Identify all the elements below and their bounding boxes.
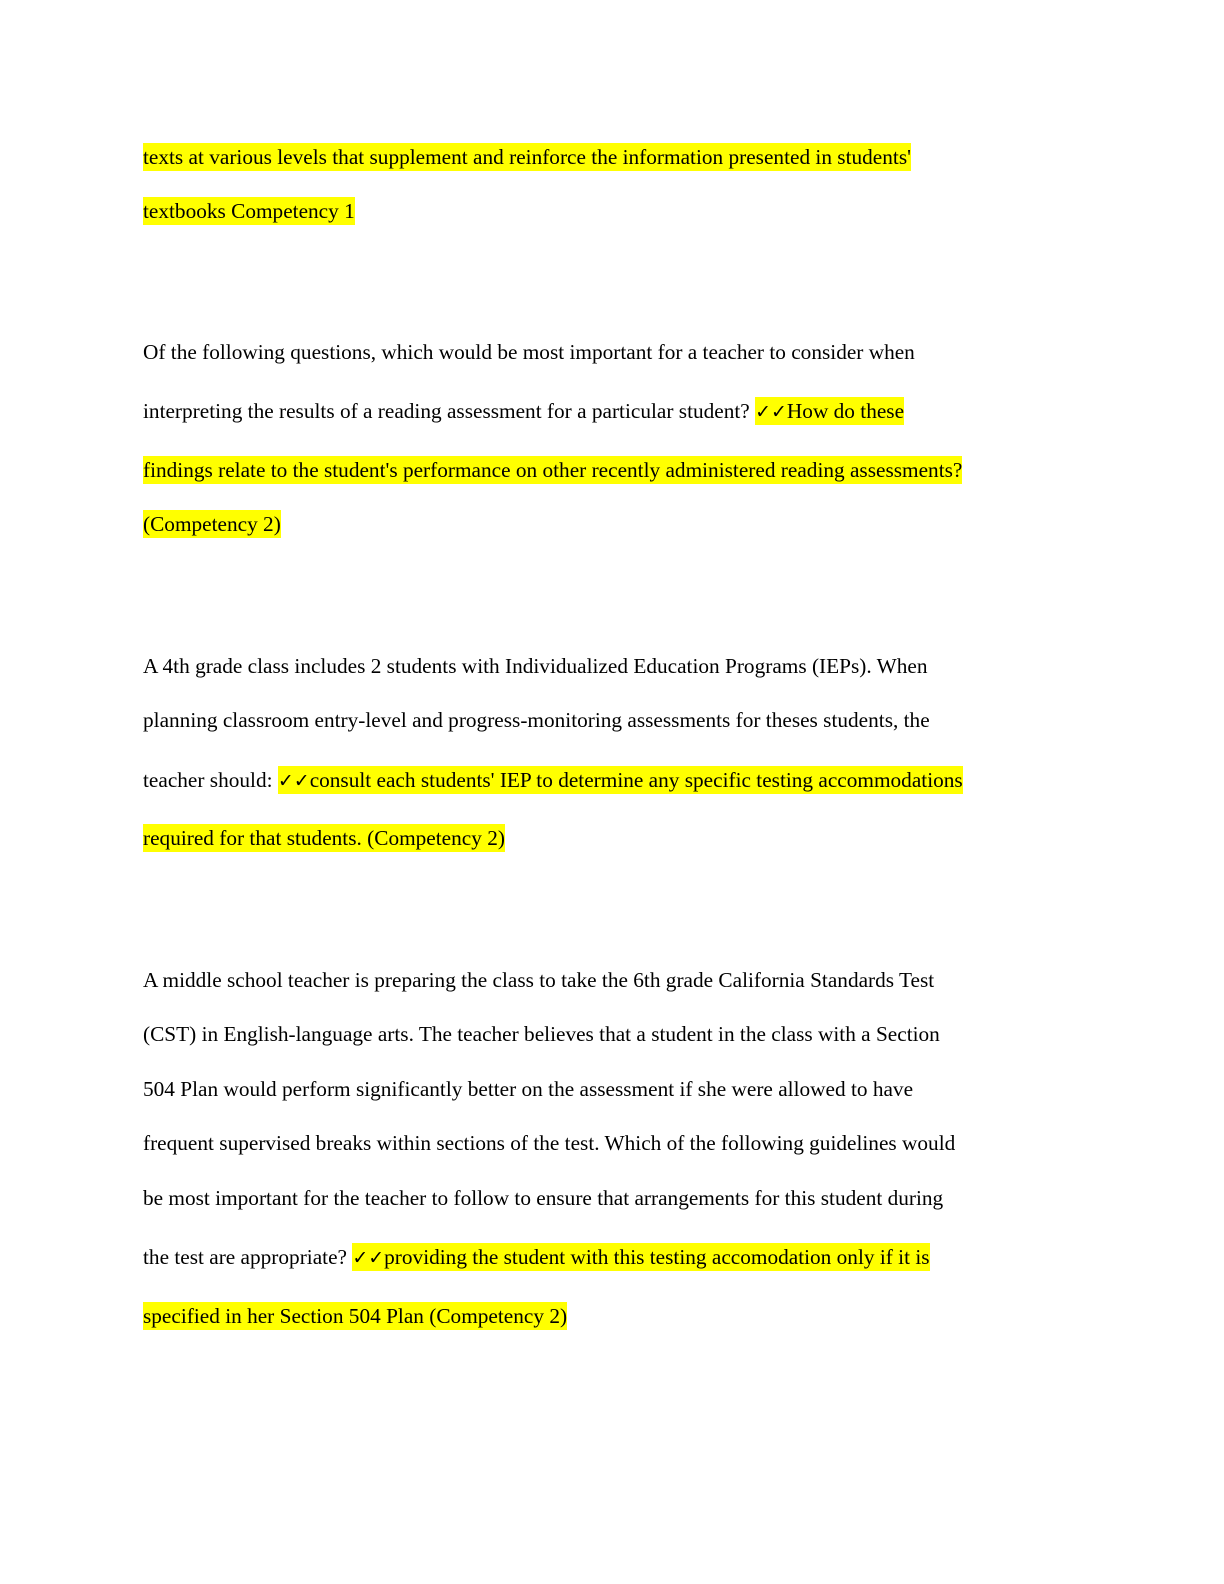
- question-line: [143, 1128, 955, 1158]
- answer-line: [143, 142, 911, 172]
- answer-line: [143, 823, 505, 853]
- question-text: frequent supervised breaks within sections of the test. Which of the following guidelines would: [143, 1131, 956, 1155]
- answer-highlight: textbooks Competency 1: [143, 199, 355, 223]
- question-line: [143, 765, 963, 796]
- answer-highlight: specified in her Section 504 Plan (Competency 2): [143, 1304, 568, 1328]
- question-text: teacher should:: [143, 768, 278, 792]
- question-line: [143, 1074, 913, 1104]
- double-check-icon: ✓✓: [755, 401, 787, 423]
- question-text: (CST) in English-language arts. The teacher believes that a student in the class with a Section: [143, 1022, 940, 1046]
- question-text: interpreting the results of a reading assessment for a particular student?: [143, 399, 756, 423]
- question-line: [143, 1183, 943, 1213]
- answer-highlight: texts at various levels that supplement and reinforce the information presented in students': [143, 145, 911, 169]
- question-line: [143, 705, 930, 735]
- answer-highlight: (Competency 2): [143, 512, 281, 536]
- question-line: [143, 1242, 930, 1273]
- question-text: the test are appropriate?: [143, 1245, 353, 1269]
- question-text: A middle school teacher is preparing the class to take the 6th grade California Standards Test: [143, 968, 935, 992]
- answer-line: [143, 1301, 567, 1331]
- question-line: [143, 396, 904, 427]
- answer-highlight: required for that students. (Competency 2): [143, 826, 505, 850]
- answer-line: [143, 509, 281, 539]
- question-text: Of the following questions, which would be most important for a teacher to consider when: [143, 340, 915, 364]
- question-text: planning classroom entry-level and progress-monitoring assessments for theses students, the: [143, 708, 930, 732]
- double-check-icon: ✓✓: [277, 770, 310, 792]
- answer-highlight: findings relate to the student's performance on other recently administered reading assessments?: [143, 458, 963, 482]
- question-line: [143, 965, 934, 995]
- question-line: [143, 1019, 940, 1049]
- question-line: [143, 337, 915, 367]
- question-text: A 4th grade class includes 2 students with Individualized Education Programs (IEPs). When: [143, 654, 928, 678]
- answer-highlight: How do these: [786, 399, 905, 423]
- answer-line: [143, 455, 962, 485]
- question-text: be most important for the teacher to follow to ensure that arrangements for this student during: [143, 1186, 944, 1210]
- double-check-icon: ✓✓: [352, 1247, 385, 1269]
- answer-highlight: consult each students' IEP to determine any specific testing accommodations: [309, 768, 963, 792]
- question-line: [143, 651, 927, 681]
- question-text: 504 Plan would perform significantly better on the assessment if she were allowed to have: [143, 1077, 914, 1101]
- answer-line: [143, 196, 355, 226]
- answer-highlight: providing the student with this testing accomodation only if it is: [384, 1245, 930, 1269]
